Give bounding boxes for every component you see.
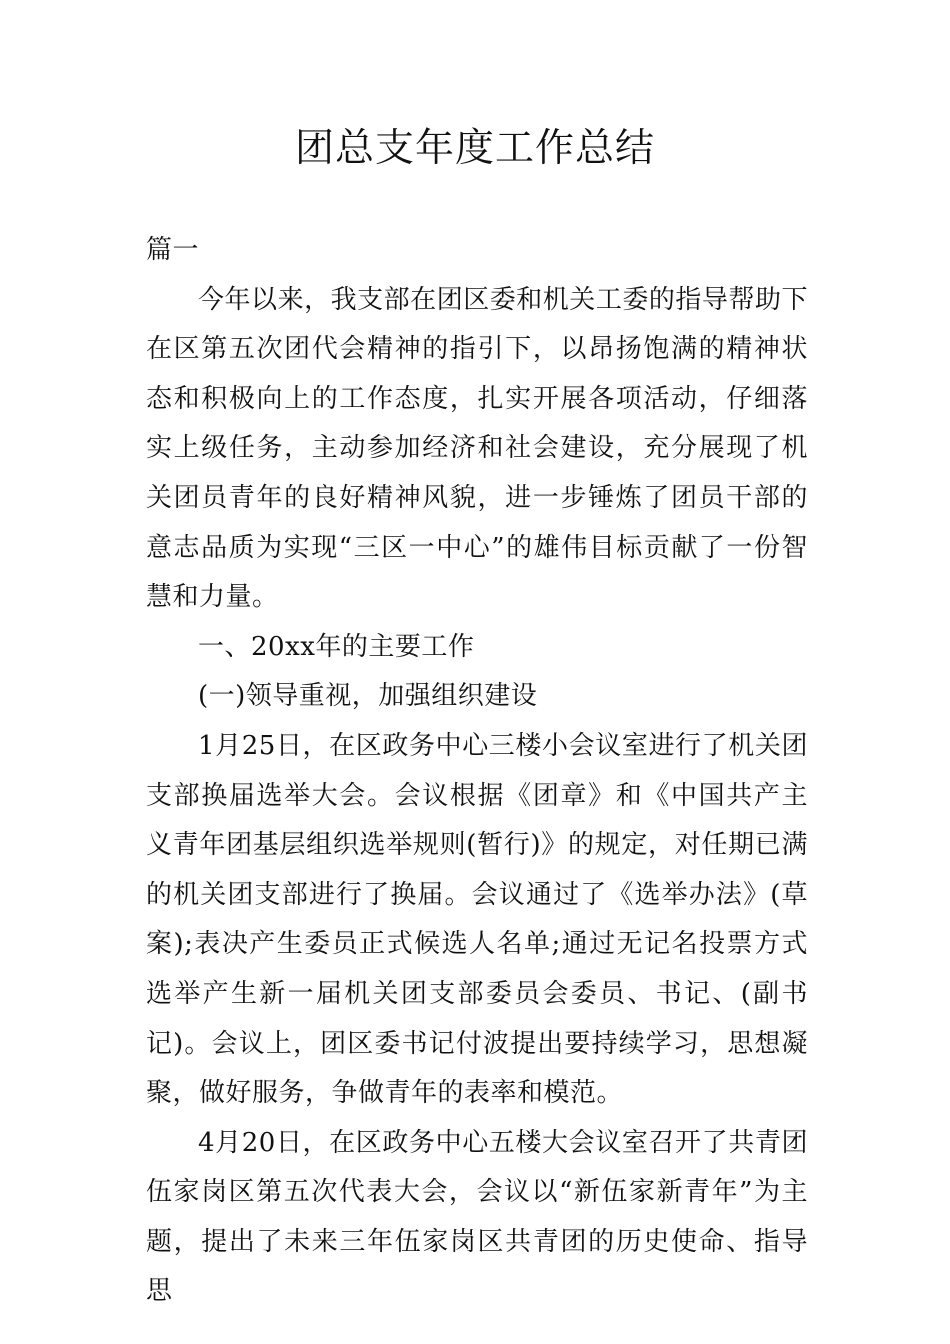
paragraph-intro: 今年以来，我支部在团区委和机关工委的指导帮助下在区第五次团代会精神的指引下，以昂扬饱满的精神状态和积极向上的工作态度，扎实开展各项活动，仔细落实上级任务，主动参加经济和社会建设，充分展现了机关团员青年的良好精神风貌，进一步锤炼了团员干部的意志品质为实现“三区一中心”的雄伟目标贡献了一份智慧和力量。 <box>146 284 808 613</box>
heading-main-work: 一、20xx年的主要工作 <box>198 631 475 662</box>
document-title: 团总支年度工作总结 <box>294 126 655 171</box>
section-label: 篇一 <box>146 235 200 265</box>
document-body <box>146 226 808 1317</box>
paragraph-jan-25: 1月25日，在区政务中心三楼小会议室进行了机关团支部换届选举大会。会议根据《团章》和《中国共产主义青年团基层组织选举规则(暂行)》的规定，对任期已满的机关团支部进行了换届。会议通过了《选举办法》(草案);表决产生委员正式候选人名单;通过无记名投票方式选举产生新一届机关团支部委员会委员、书记、(副书记)。会议上，团区委书记付波提出要持续学习，思想凝聚，做好服务，争做青年的表率和模范。 <box>146 730 808 1109</box>
paragraph-apr-20: 4月20日，在区政务中心五楼大会议室召开了共青团伍家岗区第五次代表大会，会议以“新伍家新青年”为主题，提出了未来三年伍家岗区共青团的历史使命、指导思 <box>146 1127 808 1307</box>
subheading-organization: (一)领导重视，加强组织建设 <box>198 681 538 712</box>
